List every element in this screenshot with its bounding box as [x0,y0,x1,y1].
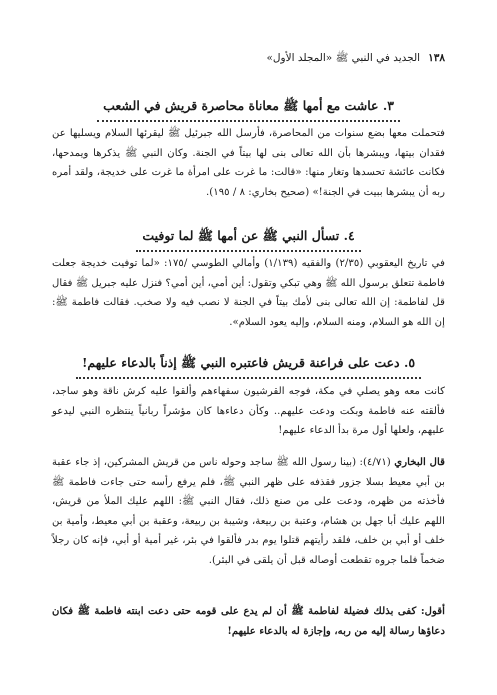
section-5-paragraph-1: كانت معه وهو يصلي في مكة، فوجه القرشيون سفهاءهم وألقوا عليه كرش ناقة وهو ساجد، فألقته عنه فاطمة وبكت ودعت عليهم.. وكأن دعاءها كان مؤشراً ربانياً ينتظره النبي ليدعو عليهم، ولعلها أول مرة بدأ الدعاء عليهم! [52,386,445,436]
section-5-title: ٥. دعت على فراعنة قريش فاعتبره النبي ﷺ إذناً بالدعاء عليهم! [52,355,445,379]
section-5-paragraph-3: أقول: كفى بذلك فضيلة لفاطمة ﷺ أن لم يدع على قومه حتى دعت ابنته فاطمة ﷺ فكان دعاؤها رسالة إليه من ربه، وإجازة له بالدعاء عليهم! [52,605,445,637]
quote-lead: قال البخاري [394,456,445,468]
page-number: ١٣٨ [428,52,445,64]
running-head [52,52,445,67]
quote-body: (٤/٧١): (بينا رسول الله ﷺ ساجد وحوله ناس من قريش المشركين، إذ جاء عقبة بن أبي معيط بسلا جزور فقذفه على ظهر النبي ﷺ، فلم يرفع رأسه حتى جاءت فاطمة ﷺ فأخذته من ظهره، ودعت على من صنع ذلك، فقال النبي ﷺ: اللهم عليك الملأ من قريش، اللهم عليك أبا جهل بن هشام، وعتبة بن ربيعة، وشيبة بن ربيعة، وعقبة بن أبي معيط، وأمية بن خلف أو أبي بن خلف، فلقد رأيتهم قتلوا يوم بدر فألقوا في بئر، غير أمية أو أبي، فإنه كان رجلاً ضخماً فلما جروه تقطعت أوصاله قبل أن يلقى في البئر). [52,457,445,566]
section-3-title: ٣. عاشت مع أمها ﷺ معاناة محاصرة قريش في الشعب [52,98,445,122]
book-title: الجديد في النبي ﷺ «المجلد الأول» [266,52,421,64]
section-5-paragraph-2 [52,453,445,570]
section-3-paragraph: فتحملت معها بضع سنوات من المحاصرة، فأرسل الله جبرئيل ﷺ ليقرئها السلام ويسليها عن فقدان بيتها، ويبشرها بأن الله تعالى بنى لها بيتاً في الجنة. وكان النبي ﷺ يذكرها ويمدحها، فكانت عائشة تحسدها وتغار منها: «قالت: ما غرت على امرأة ما غرت على خديجة، ولقد أمره ربه أن يبشرها ببيت في الجنة!» (صحيح بخاري: ٨ / ١٩٥). [52,128,445,198]
section-4-title: ٤. تسأل النبي ﷺ عن أمها ﷺ لما توفيت [52,228,445,252]
section-4-paragraph: في تاريخ اليعقوبي (٢/٣٥) والفقيه (١/١٣٩) وأمالي الطوسي /١٧٥: «لما توفيت خديجة جعلت فاطمة تتعلق برسول الله ﷺ وهي تبكي وتقول: أين أمي، أين أمي؟ فنزل عليه جبريل ﷺ فقال قل لفاطمة: إن الله تعالى بنى لأمك بيتاً في الجنة لا نصب فيه ولا صخب. فقالت فاطمة ﷺ: إن الله هو السلام، ومنه السلام، وإليه يعود السلام». [52,258,445,328]
